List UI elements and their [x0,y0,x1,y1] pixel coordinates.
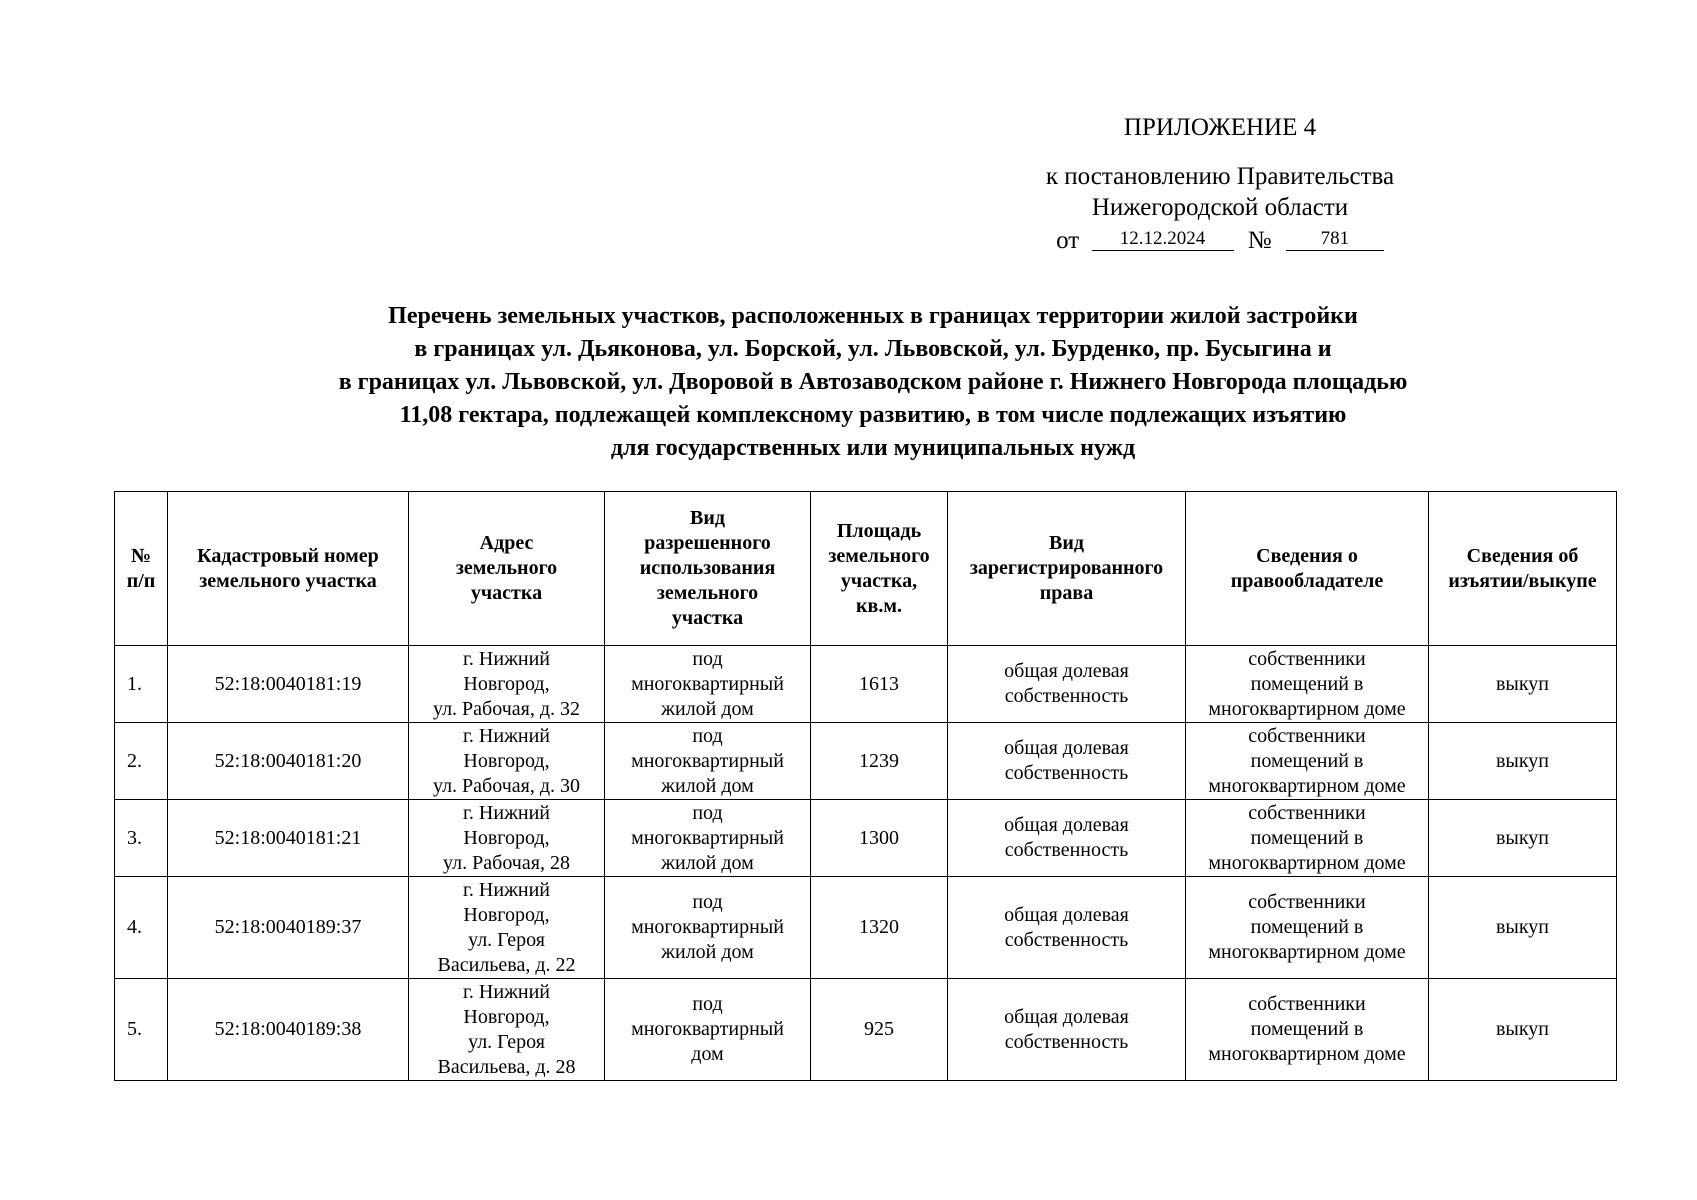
cell-use [605,723,811,800]
cell-line: ул. Героя [468,928,545,951]
cell-line: г. Нижний [462,724,551,747]
appendix-title: ПРИЛОЖЕНИЕ 4 [1123,114,1317,141]
header-right [948,492,1186,646]
cell-line: ул. Героя [468,1030,545,1053]
cell-status: выкуп [1429,723,1617,800]
cell-number: 1. [115,646,168,723]
header-line: участка, [840,569,918,592]
header-line: участка [671,607,744,629]
cell-line: помещений в [1250,826,1364,849]
cell-line: собственность [1004,685,1129,707]
cell-address [409,877,605,979]
appendix-block [1010,112,1430,256]
cell-line: многоквартирном доме [1208,1043,1406,1065]
cell-line: многоквартирный [631,749,784,772]
header-line: № [130,544,152,567]
cell-line: общая долевая [1004,1005,1129,1028]
cell-right [948,646,1186,723]
cell-line: собственность [1004,762,1129,784]
cell-line: г. Нижний [462,647,551,670]
cell-line: жилой дом [661,774,754,797]
header-use [605,492,811,646]
cell-line: под [692,891,723,913]
cell-right [948,800,1186,877]
cell-number: 5. [115,979,168,1081]
cell-line: собственники [1248,891,1366,913]
cell-line: общая долевая [1004,737,1129,759]
table-row [115,800,1617,877]
cell-line: Васильева, д. 28 [437,1055,576,1078]
cell-line: под [692,801,723,824]
header-line: разрешенного [644,532,771,554]
appendix-region-line: Нижегородской области [1091,194,1349,221]
number-sign: № [1247,227,1272,254]
cell-line: жилой дом [661,697,754,720]
cell-use [605,646,811,723]
title-line: в границах ул. Дьяконова, ул. Борской, ул. Львовской, ул. Бурденко, пр. Бусыгина и [414,336,1332,362]
cell-line: ул. Рабочая, д. 30 [432,774,581,797]
title-line: 11,08 гектара, подлежащей комплексному развитию, в том числе подлежащих изъятию [399,402,1347,428]
cell-line: дом [691,1043,724,1065]
cell-line: г. Нижний [462,980,551,1003]
cell-line: жилой дом [661,851,754,874]
cell-line: собственники [1248,724,1366,747]
cell-line: многоквартирный [631,672,784,695]
cell-use [605,800,811,877]
header-line: зарегистрированного [969,557,1164,579]
header-number [115,492,168,646]
header-area [811,492,948,646]
cell-holder [1186,877,1429,979]
cell-line: собственность [1004,928,1129,951]
cell-line: под [692,647,723,670]
cell-area: 1613 [811,646,948,723]
header-line: земельного [828,544,930,567]
cell-line: Новгород, [463,903,550,926]
cell-line: Новгород, [463,672,550,695]
table-header-row [115,492,1617,646]
cell-line: многоквартирном доме [1208,941,1406,963]
cell-cadastral: 52:18:0040189:37 [168,877,409,979]
cell-status: выкуп [1429,877,1617,979]
cell-line: ул. Рабочая, 28 [443,851,570,874]
cell-line: многоквартирном доме [1208,851,1406,874]
header-line: права [1039,582,1094,604]
cell-holder [1186,646,1429,723]
cell-line: жилой дом [661,941,754,963]
title-line: Перечень земельных участков, расположенных в границах территории жилой застройки [388,303,1358,329]
cell-use [605,979,811,1081]
header-line: использования [639,557,776,579]
header-line: земельного участка [199,569,377,592]
cell-line: Новгород, [463,749,550,772]
cell-holder [1186,723,1429,800]
cell-line: общая долевая [1004,660,1129,682]
cell-right [948,877,1186,979]
cell-line: собственники [1248,993,1366,1015]
cell-area: 1320 [811,877,948,979]
cell-right [948,979,1186,1081]
cell-area: 1239 [811,723,948,800]
title-line: в границах ул. Львовской, ул. Дворовой в Автозаводском районе г. Нижнего Новгорода площадью [338,369,1408,395]
table-body [115,646,1617,1081]
table-row [115,723,1617,800]
header-line: Кадастровый номер [197,544,379,567]
date-value: 12.12.2024 [1092,228,1234,251]
cell-holder [1186,979,1429,1081]
land-plots-table [114,491,1617,1081]
cell-status: выкуп [1429,979,1617,1081]
cell-line: собственники [1248,801,1366,824]
cell-address [409,723,605,800]
cell-cadastral: 52:18:0040189:38 [168,979,409,1081]
header-line: п/п [126,569,156,592]
header-address [409,492,605,646]
cell-holder [1186,800,1429,877]
cell-line: г. Нижний [462,801,551,824]
table-row [115,646,1617,723]
cell-address [409,646,605,723]
cell-line: общая долевая [1004,903,1129,926]
cell-line: многоквартирный [631,916,784,938]
table-row [115,877,1617,979]
number-value: 781 [1286,228,1384,251]
cell-cadastral: 52:18:0040181:19 [168,646,409,723]
cell-line: г. Нижний [462,878,551,901]
cell-use [605,877,811,979]
cell-line: помещений в [1250,749,1364,772]
cell-line: помещений в [1250,1018,1364,1040]
cell-area: 1300 [811,800,948,877]
header-line: Адрес [479,532,534,554]
header-line: Вид [1049,532,1084,554]
cell-line: ул. Рабочая, д. 32 [432,697,581,720]
cell-line: под [692,993,723,1015]
cell-cadastral: 52:18:0040181:20 [168,723,409,800]
header-line: участка [470,582,543,604]
cell-address [409,979,605,1081]
cell-line: собственность [1004,839,1129,861]
header-status [1429,492,1617,646]
cell-number: 2. [115,723,168,800]
appendix-date-line [1010,225,1430,256]
header-line: Сведения о [1256,544,1358,567]
header-line: Площадь [836,519,922,542]
header-line: правообладателе [1230,569,1384,592]
header-holder [1186,492,1429,646]
cell-line: Новгород, [463,826,550,849]
cell-line: Новгород, [463,1005,550,1028]
cell-line: многоквартирный [631,1018,784,1040]
cell-right [948,723,1186,800]
cell-line: многоквартирном доме [1208,774,1406,797]
cell-line: под [692,724,723,747]
cell-number: 3. [115,800,168,877]
header-cadastral [168,492,409,646]
cell-line: собственники [1248,647,1366,670]
cell-cadastral: 52:18:0040181:21 [168,800,409,877]
cell-line: многоквартирный [631,826,784,849]
header-line: Сведения об [1466,544,1579,567]
date-prefix: от [1056,227,1080,254]
cell-line: Васильева, д. 22 [437,953,576,976]
header-line: кв.м. [856,594,902,617]
cell-status: выкуп [1429,800,1617,877]
document-title [140,300,1606,465]
appendix-resolution-line: к постановлению Правительства [1045,163,1395,190]
cell-area: 925 [811,979,948,1081]
header-line: земельного [455,557,558,579]
cell-line: многоквартирном доме [1208,697,1406,720]
cell-address [409,800,605,877]
table-row [115,979,1617,1081]
cell-line: общая долевая [1004,814,1129,836]
header-line: изъятии/выкупе [1448,569,1597,592]
title-line: для государственных или муниципальных нужд [610,435,1136,461]
cell-status: выкуп [1429,646,1617,723]
header-line: земельного [656,582,759,604]
cell-line: помещений в [1250,916,1364,938]
cell-line: собственность [1004,1030,1129,1053]
header-line: Вид [690,507,725,529]
cell-line: помещений в [1250,672,1364,695]
cell-number: 4. [115,877,168,979]
